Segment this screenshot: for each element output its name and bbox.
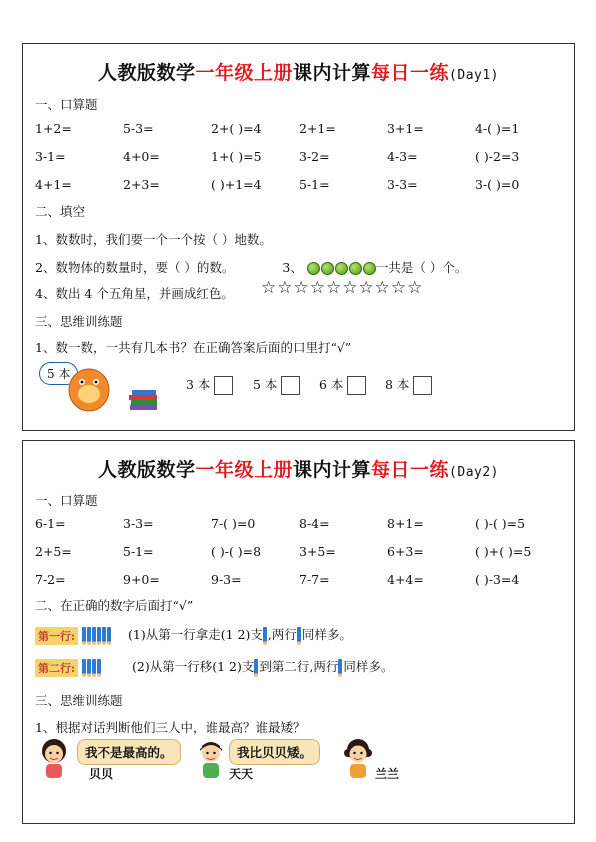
problem: 8+1= <box>387 515 424 531</box>
question-text[interactable]: (1)从第一行拿走(1 2)支 <box>128 627 263 642</box>
pencil-icon <box>338 659 342 677</box>
title-part: 人教版数学 <box>97 62 196 84</box>
thinking-question-1: 1、根据对话判断他们三人中，谁最高？谁最矮？ <box>35 720 306 735</box>
row-label: 第二行: <box>35 659 78 677</box>
problem: ( )-2=3 <box>475 148 520 164</box>
title-part: 课内计算 <box>293 62 372 84</box>
pencil-icon <box>263 627 267 645</box>
answer-checkbox[interactable] <box>413 376 432 395</box>
option-3 <box>186 375 233 395</box>
pencils-icon <box>82 627 112 642</box>
problem: ( )+1=4 <box>211 176 262 192</box>
problem: 1+2= <box>35 120 72 136</box>
problem: 7-7= <box>299 571 330 587</box>
pencil-row-1 <box>35 625 352 645</box>
name-label: 贝贝 <box>89 767 114 781</box>
girl-avatar-icon <box>37 737 71 781</box>
problem: 9-3= <box>211 571 242 587</box>
problem: 3+1= <box>387 120 424 136</box>
problem: ( )+( )=5 <box>475 543 532 559</box>
arithmetic-grid <box>35 509 565 593</box>
option-8 <box>385 375 432 395</box>
backpack-books-icon <box>61 362 161 414</box>
title-part: 一年级上册 <box>195 62 294 84</box>
problem: 5-3= <box>123 120 154 136</box>
title-part: 一年级上册 <box>195 459 294 481</box>
question-text: ,两行 <box>267 627 297 642</box>
boy-avatar-icon <box>194 737 228 781</box>
fill-question-2 <box>35 258 467 276</box>
option-5 <box>253 375 300 395</box>
section-heading: 一、口算题 <box>35 493 98 508</box>
option-label: 3 本 <box>186 377 211 392</box>
problem: 3-1= <box>35 148 66 164</box>
pencil-icon <box>254 659 258 677</box>
problem: 4-3= <box>387 148 418 164</box>
name-label: 兰兰 <box>375 767 400 781</box>
option-6 <box>319 375 366 395</box>
fill-question-3-text: 一共是（ ）个。 <box>375 260 468 275</box>
option-label: 6 本 <box>319 377 344 392</box>
title-part: 每日一练 <box>371 62 450 84</box>
problem: 4+4= <box>387 571 424 587</box>
section-heading: 一、口算题 <box>35 97 98 112</box>
grid-row <box>35 537 565 565</box>
girl-avatar-icon <box>341 737 375 781</box>
problem: 2+5= <box>35 543 72 559</box>
problem: 7-( )=0 <box>211 515 256 531</box>
problem: 8-4= <box>299 515 330 531</box>
title-part: 人教版数学 <box>97 459 196 481</box>
speech-bubble-tiantian: 我比贝贝矮。 <box>229 739 320 765</box>
row-label: 第一行: <box>35 627 78 645</box>
problem: 5-1= <box>299 176 330 192</box>
problem: 2+1= <box>299 120 336 136</box>
problem: ( )-3=4 <box>475 571 520 587</box>
pencils-icon <box>82 659 102 674</box>
problem: 3+5= <box>299 543 336 559</box>
page-title <box>23 455 574 482</box>
problem: 3-3= <box>387 176 418 192</box>
answer-checkbox[interactable] <box>214 376 233 395</box>
fill-question-1: 1、数数时，我们要一个一个按（ ）地数。 <box>35 232 272 247</box>
title-day: (Day1) <box>449 68 500 83</box>
fill-question-2-text: 2、数物体的数量时，要（ ）的数。 <box>35 260 235 275</box>
problem: 6-1= <box>35 515 66 531</box>
question-text: 到第二行,两行 <box>259 659 339 674</box>
problem: 7-2= <box>35 571 66 587</box>
worksheet-day2 <box>22 440 575 824</box>
option-label: 8 本 <box>385 377 410 392</box>
apples-icon <box>307 262 376 275</box>
pencil-icon <box>297 627 301 645</box>
answer-checkbox[interactable] <box>347 376 366 395</box>
speech-bubble-beibei: 我不是最高的。 <box>77 739 181 765</box>
grid-row <box>35 565 565 593</box>
section-heading: 三、思维训练题 <box>35 693 123 708</box>
star-row-icon[interactable]: ☆☆☆☆☆☆☆☆☆☆ <box>261 278 424 298</box>
arithmetic-grid <box>35 114 565 198</box>
problem: ( )-( )=8 <box>211 543 262 559</box>
problem: 3-2= <box>299 148 330 164</box>
speech-bubble: 5 本 <box>39 362 78 385</box>
question-text: 同样多。 <box>301 627 352 642</box>
section-heading: 二、在正确的数字后面打“√” <box>35 598 194 613</box>
problem: 2+3= <box>123 176 160 192</box>
fill-question-4: 4、数出 4 个五角星，并画成红色。 <box>35 286 234 301</box>
name-label: 天天 <box>229 767 254 781</box>
problem: 3-3= <box>123 515 154 531</box>
problem: 1+( )=5 <box>211 148 262 164</box>
problem: ( )-( )=5 <box>475 515 526 531</box>
thinking-question-1: 1、数一数，一共有几本书？在正确答案后面的口里打“√” <box>35 340 352 355</box>
pencil-row-2 <box>35 657 393 677</box>
problem: 4-( )=1 <box>475 120 520 136</box>
problem: 4+1= <box>35 176 72 192</box>
problem: 2+( )=4 <box>211 120 262 136</box>
page-title <box>23 58 574 85</box>
fill-question-3-num: 3、 <box>282 260 303 275</box>
grid-row <box>35 142 565 170</box>
option-label: 5 本 <box>253 377 278 392</box>
title-part: 每日一练 <box>371 459 450 481</box>
worksheet-day1 <box>22 43 575 431</box>
title-day: (Day2) <box>449 465 500 480</box>
grid-row <box>35 170 565 198</box>
title-part: 课内计算 <box>293 459 372 481</box>
grid-row <box>35 114 565 142</box>
problem: 5-1= <box>123 543 154 559</box>
problem: 4+0= <box>123 148 160 164</box>
problem: 9+0= <box>123 571 160 587</box>
problem: 3-( )=0 <box>475 176 520 192</box>
answer-checkbox[interactable] <box>281 376 300 395</box>
grid-row <box>35 509 565 537</box>
problem: 6+3= <box>387 543 424 559</box>
question-text[interactable]: (2)从第一行移(1 2)支 <box>132 659 255 674</box>
section-heading: 三、思维训练题 <box>35 314 123 329</box>
section-heading: 二、填空 <box>35 204 86 219</box>
question-text: 同样多。 <box>343 659 394 674</box>
